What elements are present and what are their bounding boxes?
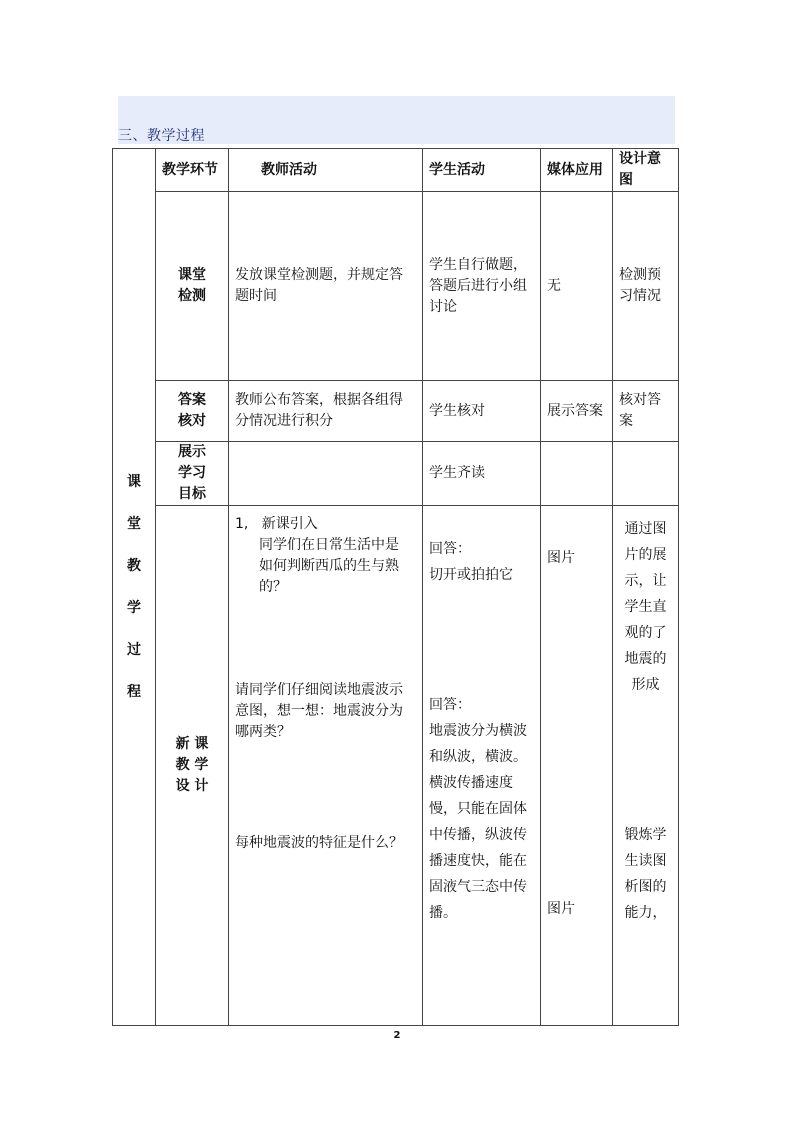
page-number: 2 (393, 1030, 401, 1041)
student-new-lesson: 回答： 切开或拍拍它 回答： 地震波分为横波和纵波，横波。 横波传播速度慢，只能在固体中传播，纵波传播速度快，能在固液气三态中传播。 (423, 506, 541, 1026)
teaching-process-table (112, 148, 679, 1026)
media-new-lesson: 图片 图片 (541, 506, 613, 1026)
intro-heading: 1, 新课引入 (235, 516, 318, 532)
header-teacher: 教师活动 (229, 149, 423, 192)
teacher-new-lesson (229, 506, 423, 1026)
header-media: 媒体应用 (541, 149, 613, 192)
media-answer-check: 展示答案 (541, 381, 613, 442)
teacher-show-goals (229, 442, 423, 506)
student-answer-check: 学生核对 (423, 381, 541, 442)
header-student: 学生活动 (423, 149, 541, 192)
intent-class-check: 检测预习情况 (613, 192, 679, 381)
stage-show-goals: 展示 学习 目标 (156, 442, 229, 506)
row-new-lesson (113, 506, 679, 1026)
teacher-class-check: 发放课堂检测题，并规定答题时间 (229, 192, 423, 381)
media-show-goals (541, 442, 613, 506)
stage-new-lesson: 新 课 教 学 设 计 (156, 506, 229, 1026)
intent-show-goals (613, 442, 679, 506)
teacher-answer-check: 教师公布答案，根据各组得分情况进行积分 (229, 381, 423, 442)
question-wave-features: 每种地震波的特征是什么？ (235, 835, 403, 851)
header-intent: 设计意图 (613, 149, 679, 192)
row-class-check (113, 192, 679, 381)
student-class-check: 学生自行做题，答题后进行小组讨论 (423, 192, 541, 381)
header-row (113, 149, 679, 192)
stage-answer-check: 答案 核对 (156, 381, 229, 442)
header-stage: 教学环节 (156, 149, 229, 192)
row-answer-check (113, 381, 679, 442)
row-show-goals (113, 442, 679, 506)
intent-new-lesson: 通过图片的展示，让学生直观的了地震的形成 锻炼学生读图析图的能力， (613, 506, 679, 1026)
stage-class-check: 课堂 检测 (156, 192, 229, 381)
sidebar-label: 课 堂 教 学 过 程 (113, 149, 156, 1026)
question-wave-types: 请同学们仔细阅读地震波示意图，想一想：地震波分为哪两类？ (235, 682, 403, 740)
section-title: 三、教学过程 (118, 128, 205, 144)
student-show-goals: 学生齐读 (423, 442, 541, 506)
media-class-check: 无 (541, 192, 613, 381)
intent-answer-check: 核对答案 (613, 381, 679, 442)
intro-text: 同学们在日常生活中是如何判断西瓜的生与熟的？ (259, 537, 399, 595)
